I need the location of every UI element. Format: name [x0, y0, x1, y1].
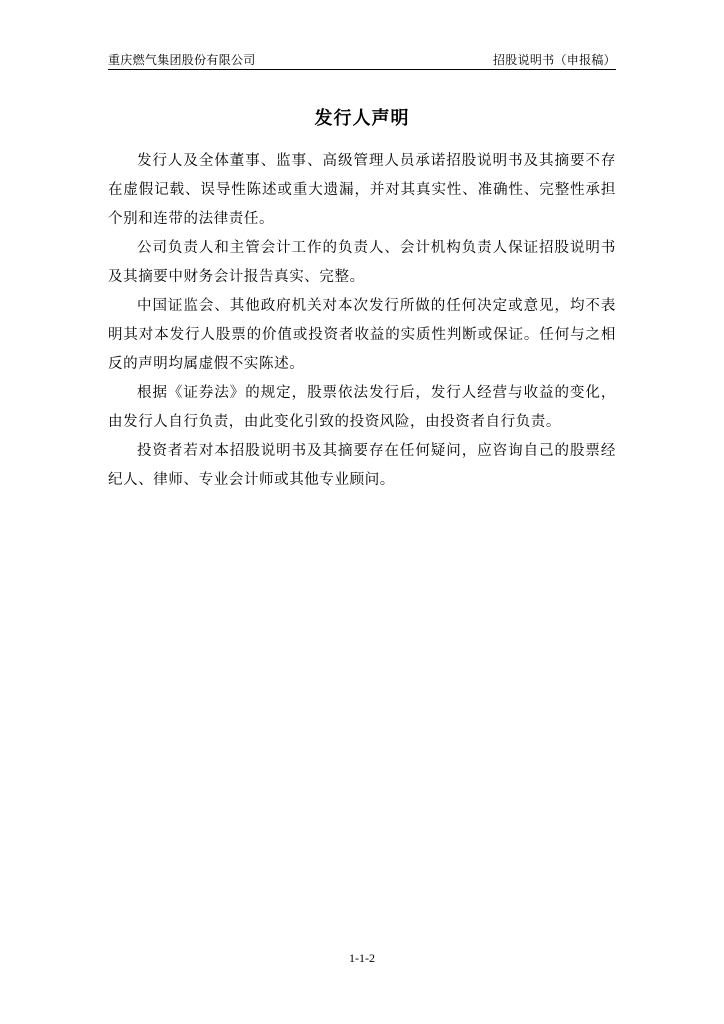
- paragraph-1: 发行人及全体董事、监事、高级管理人员承诺招股说明书及其摘要不存在虚假记载、误导性陈述或重大遗漏，并对其真实性、准确性、完整性承担个别和连带的法律责任。: [108, 153, 616, 227]
- statement-body: [108, 147, 616, 495]
- paragraph-3: 中国证监会、其他政府机关对本次发行所做的任何决定或意见，均不表明其对本发行人股票的价值或投资者收益的实质性判断或保证。任何与之相反的声明均属虚假不实陈述。: [108, 298, 616, 372]
- paragraph-5: 投资者若对本招股说明书及其摘要存在任何疑问，应咨询自己的股票经纪人、律师、专业会计师或其他专业顾问。: [108, 443, 616, 488]
- header-document-type: 招股说明书（申报稿）: [492, 53, 616, 67]
- header-company-name: 重庆燃气集团股份有限公司: [108, 53, 256, 67]
- page-title: 发行人声明: [314, 108, 410, 129]
- paragraph-4: 根据《证券法》的规定，股票依法发行后，发行人经营与收益的变化，由发行人自行负责，由此变化引致的投资风险，由投资者自行负责。: [108, 385, 616, 430]
- page-number: 1-1-2: [349, 951, 375, 965]
- page-header: [108, 50, 616, 68]
- paragraph-2: 公司负责人和主管会计工作的负责人、会计机构负责人保证招股说明书及其摘要中财务会计报告真实、完整。: [108, 240, 616, 285]
- header-divider: [108, 69, 616, 70]
